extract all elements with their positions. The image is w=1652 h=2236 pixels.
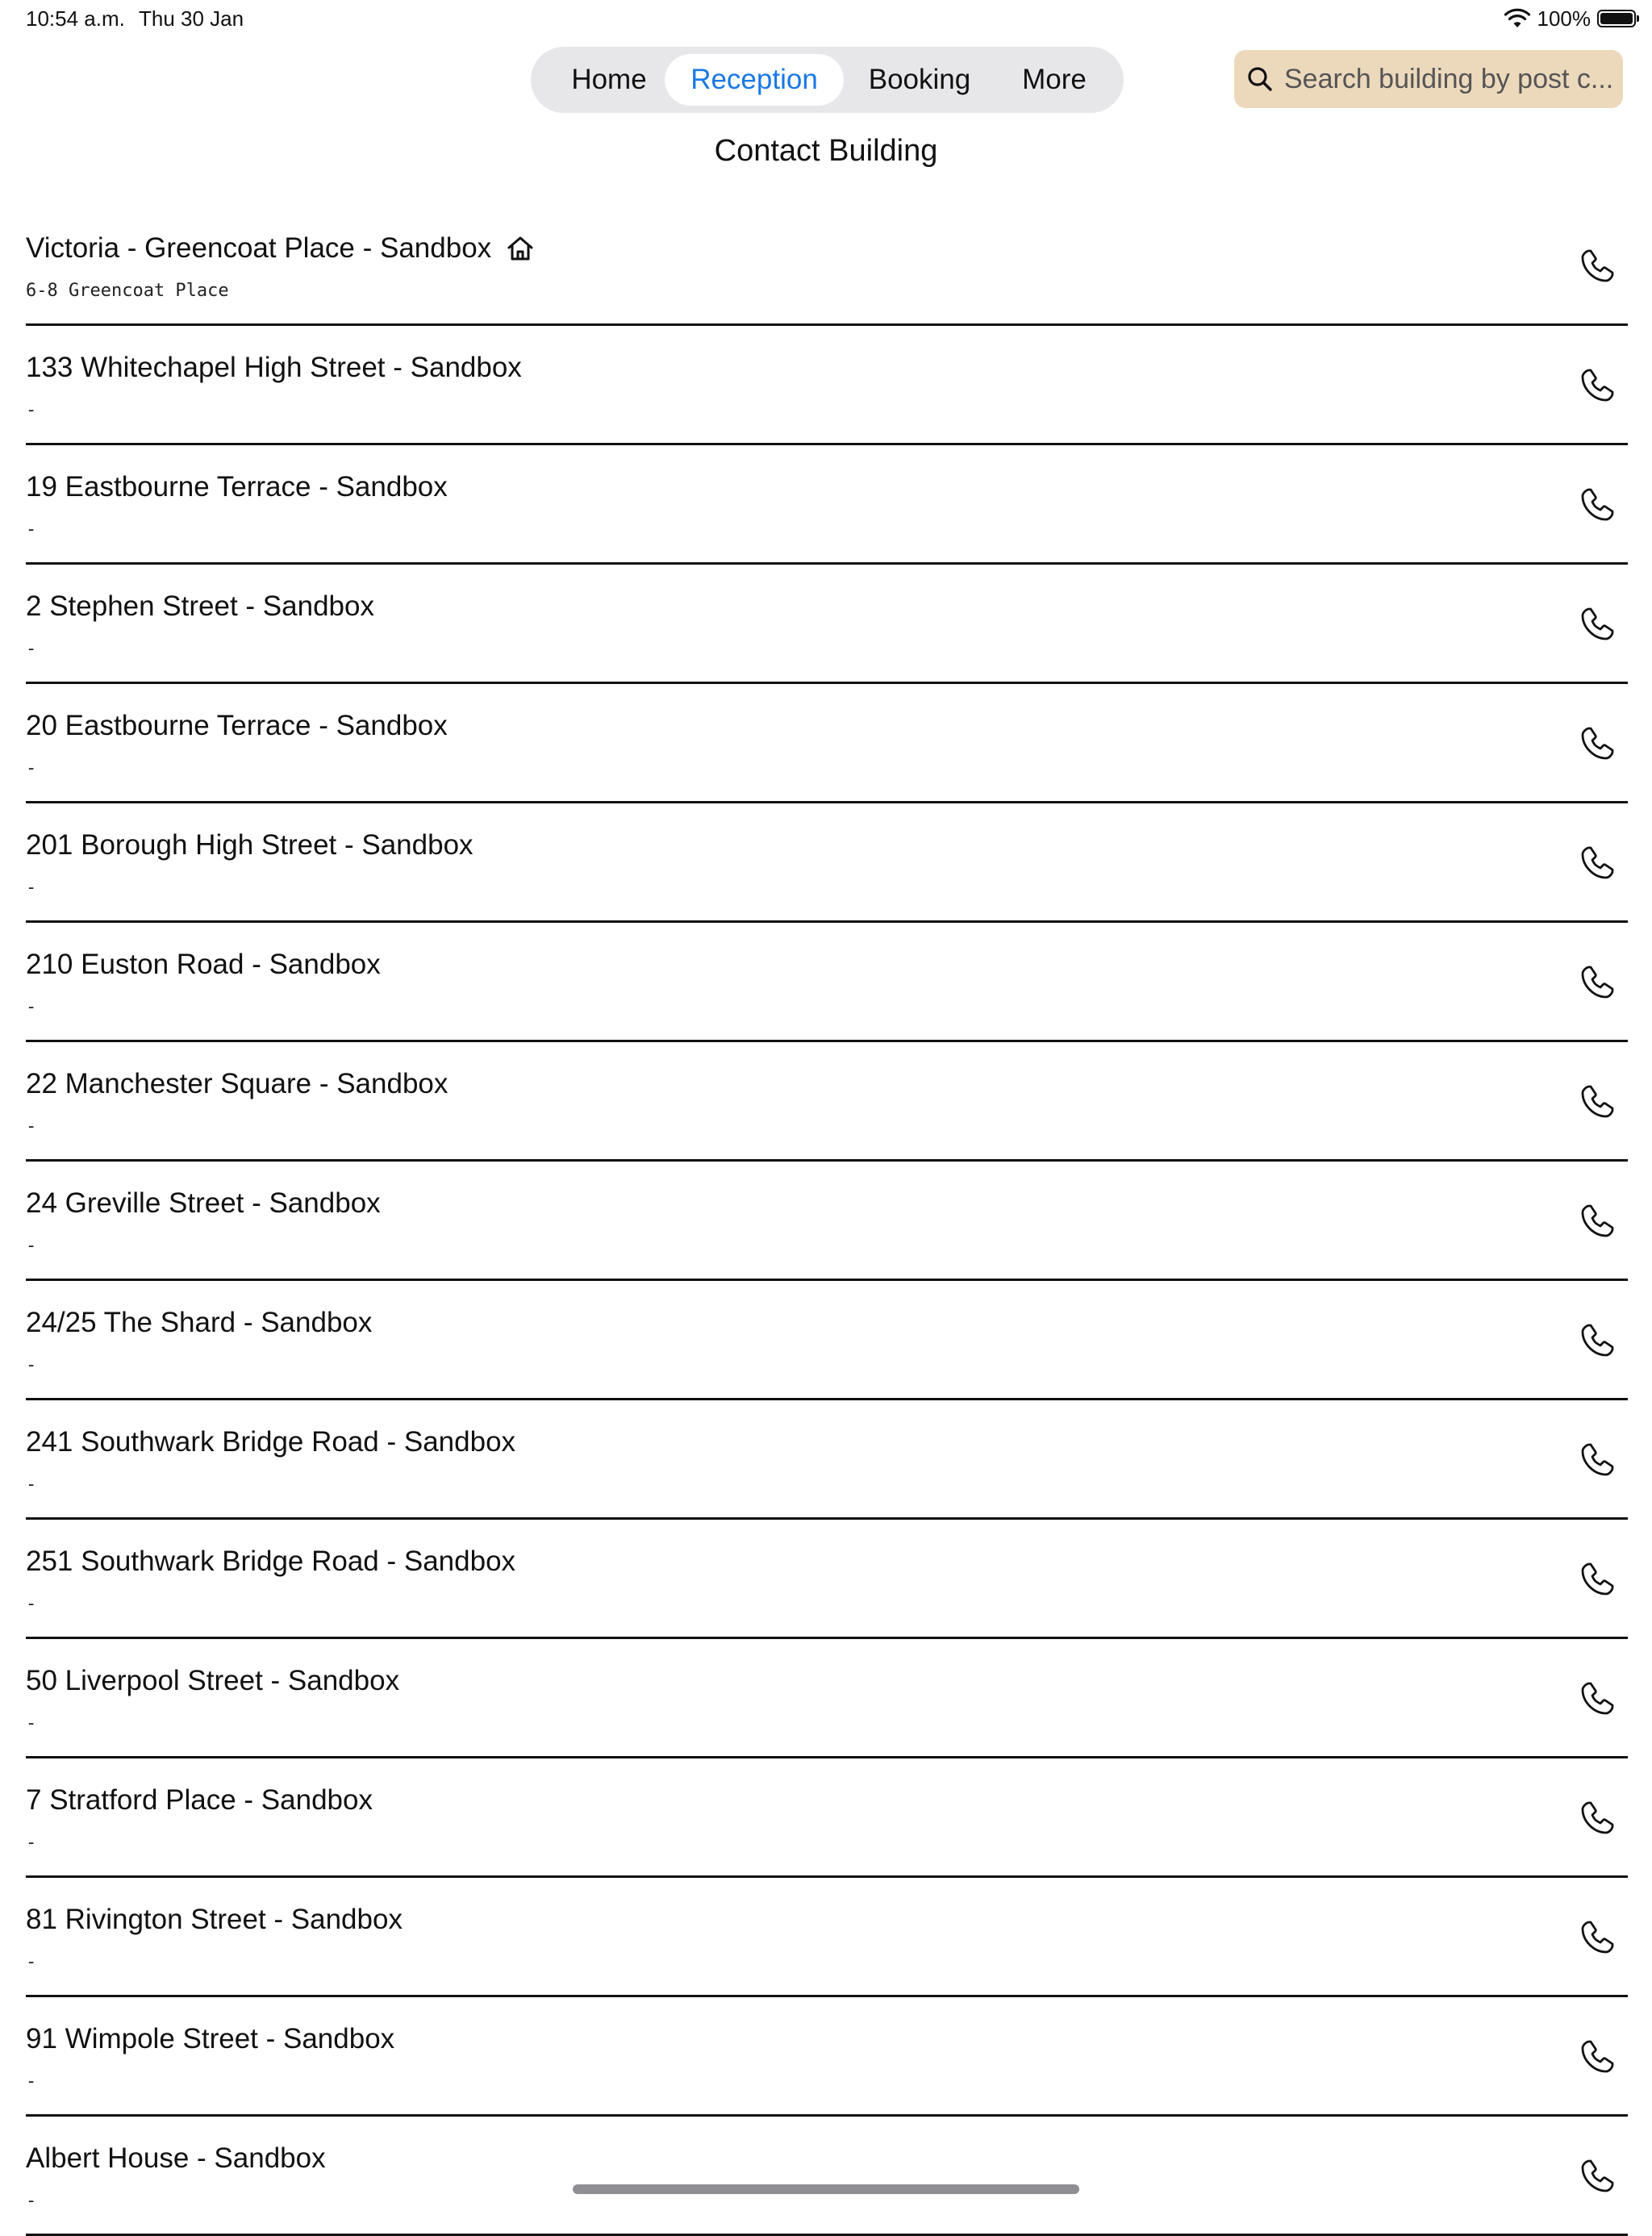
building-row[interactable] bbox=[26, 1758, 1628, 1878]
building-address: - bbox=[26, 1475, 37, 1495]
phone-icon[interactable] bbox=[1576, 2036, 1618, 2078]
building-row[interactable] bbox=[26, 1997, 1628, 2117]
building-name-container bbox=[26, 352, 522, 384]
page-title: Contact Building bbox=[714, 134, 938, 168]
building-address: 6-8 Greencoat Place bbox=[26, 281, 229, 301]
wifi-icon bbox=[1504, 8, 1531, 29]
building-name: 20 Eastbourne Terrace - Sandbox bbox=[26, 710, 448, 741]
building-address: - bbox=[26, 1594, 37, 1614]
battery-fill bbox=[1600, 13, 1633, 24]
building-address: - bbox=[26, 400, 37, 420]
building-name: 133 Whitechapel High Street - Sandbox bbox=[26, 352, 522, 383]
phone-icon[interactable] bbox=[1576, 2155, 1618, 2197]
building-name-container bbox=[26, 949, 381, 981]
building-address: - bbox=[26, 639, 37, 659]
building-name: Albert House - Sandbox bbox=[26, 2142, 326, 2174]
top-nav bbox=[531, 47, 1124, 113]
building-name-container bbox=[26, 1426, 515, 1458]
building-name: 24 Greville Street - Sandbox bbox=[26, 1187, 381, 1219]
building-address: - bbox=[26, 878, 37, 898]
building-row[interactable] bbox=[26, 1042, 1628, 1162]
building-name: 251 Southwark Bridge Road - Sandbox bbox=[26, 1546, 516, 1577]
phone-icon[interactable] bbox=[1576, 245, 1618, 287]
battery-percentage: 100% bbox=[1537, 6, 1591, 31]
building-name-container bbox=[26, 1307, 372, 1339]
phone-icon[interactable] bbox=[1576, 1081, 1618, 1123]
tab-reception[interactable]: Reception bbox=[665, 54, 844, 106]
building-name-container bbox=[26, 471, 448, 503]
building-name-container bbox=[26, 1068, 448, 1100]
home-indicator[interactable] bbox=[573, 2184, 1079, 2194]
building-name-container bbox=[26, 232, 535, 265]
building-row[interactable] bbox=[26, 445, 1628, 565]
building-name-container bbox=[26, 1904, 403, 1936]
building-row[interactable] bbox=[26, 1281, 1628, 1400]
building-address: - bbox=[26, 2071, 37, 2092]
phone-icon[interactable] bbox=[1576, 1320, 1618, 1362]
search-input[interactable] bbox=[1284, 64, 1617, 95]
building-address: - bbox=[26, 519, 37, 540]
building-name-container bbox=[26, 2142, 326, 2175]
building-row[interactable] bbox=[26, 565, 1628, 684]
phone-icon[interactable] bbox=[1576, 603, 1618, 645]
building-row[interactable] bbox=[26, 326, 1628, 445]
phone-icon[interactable] bbox=[1576, 365, 1618, 407]
search-bar[interactable] bbox=[1234, 50, 1623, 108]
building-name: Victoria - Greencoat Place - Sandbox bbox=[26, 232, 492, 264]
phone-icon[interactable] bbox=[1576, 842, 1618, 884]
building-name: 210 Euston Road - Sandbox bbox=[26, 949, 381, 980]
building-name-container bbox=[26, 710, 448, 742]
building-address: - bbox=[26, 758, 37, 778]
building-name: 7 Stratford Place - Sandbox bbox=[26, 1784, 373, 1816]
building-row[interactable] bbox=[26, 803, 1628, 923]
status-bar bbox=[0, 0, 1652, 37]
status-indicators bbox=[1504, 5, 1637, 32]
building-row[interactable] bbox=[26, 923, 1628, 1042]
building-name: 81 Rivington Street - Sandbox bbox=[26, 1904, 403, 1935]
tab-more[interactable]: More bbox=[1022, 64, 1087, 95]
building-name: 50 Liverpool Street - Sandbox bbox=[26, 1665, 400, 1696]
building-address: - bbox=[26, 1236, 37, 1256]
building-address: - bbox=[26, 1355, 37, 1375]
building-row[interactable] bbox=[26, 684, 1628, 803]
building-name-container bbox=[26, 829, 473, 861]
building-row[interactable] bbox=[26, 1878, 1628, 1997]
phone-icon[interactable] bbox=[1576, 484, 1618, 526]
phone-icon[interactable] bbox=[1576, 1558, 1618, 1600]
building-name: 19 Eastbourne Terrace - Sandbox bbox=[26, 471, 448, 503]
home-icon bbox=[506, 234, 535, 263]
building-row[interactable] bbox=[26, 1400, 1628, 1520]
building-name-container bbox=[26, 1187, 381, 1220]
building-name-container bbox=[26, 590, 374, 623]
building-row[interactable] bbox=[26, 1639, 1628, 1758]
building-address: - bbox=[26, 1833, 37, 1853]
phone-icon[interactable] bbox=[1576, 1200, 1618, 1242]
building-name-container bbox=[26, 1665, 399, 1697]
search-icon bbox=[1245, 65, 1274, 94]
building-address: - bbox=[26, 1952, 37, 1972]
phone-icon[interactable] bbox=[1576, 962, 1618, 1003]
phone-icon[interactable] bbox=[1576, 1797, 1618, 1839]
building-row[interactable] bbox=[26, 1162, 1628, 1281]
building-name-container bbox=[26, 1784, 373, 1817]
tab-booking[interactable]: Booking bbox=[868, 64, 971, 95]
building-name-container bbox=[26, 1546, 515, 1578]
building-row[interactable] bbox=[26, 206, 1628, 326]
building-name: 22 Manchester Square - Sandbox bbox=[26, 1068, 448, 1099]
building-address: - bbox=[26, 1713, 37, 1733]
building-name: 91 Wimpole Street - Sandbox bbox=[26, 2023, 395, 2055]
building-name-container bbox=[26, 2023, 394, 2055]
building-name: 2 Stephen Street - Sandbox bbox=[26, 590, 374, 622]
building-name: 24/25 The Shard - Sandbox bbox=[26, 1307, 373, 1338]
status-time: 10:54 a.m. bbox=[26, 6, 125, 31]
building-address: - bbox=[26, 997, 37, 1017]
phone-icon[interactable] bbox=[1576, 723, 1618, 765]
tab-home[interactable]: Home bbox=[571, 64, 647, 95]
building-row[interactable] bbox=[26, 1520, 1628, 1639]
battery-icon bbox=[1597, 10, 1636, 27]
building-name: 241 Southwark Bridge Road - Sandbox bbox=[26, 1426, 516, 1458]
building-address: - bbox=[26, 2191, 37, 2211]
building-row[interactable] bbox=[26, 2117, 1628, 2236]
phone-icon[interactable] bbox=[1576, 1439, 1618, 1481]
building-name: 201 Borough High Street - Sandbox bbox=[26, 829, 473, 861]
building-list bbox=[26, 206, 1628, 2211]
phone-icon[interactable] bbox=[1576, 1917, 1618, 1959]
building-address: - bbox=[26, 1116, 37, 1137]
status-date: Thu 30 Jan bbox=[139, 6, 244, 31]
phone-icon[interactable] bbox=[1576, 1678, 1618, 1720]
